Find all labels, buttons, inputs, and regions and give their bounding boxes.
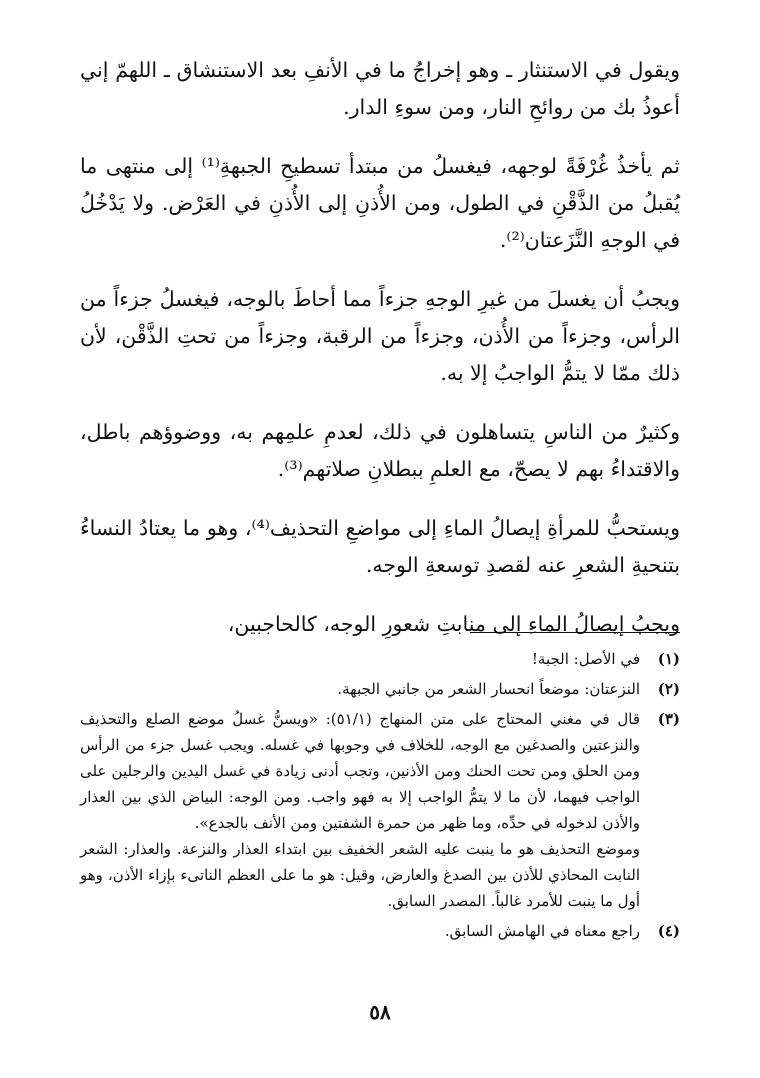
footnote-number: (٤): [657, 922, 680, 940]
footnote-body: [80, 676, 640, 702]
footnote-number: (٣): [657, 710, 680, 728]
footnote-text: راجع معناه في الهامش السابق.: [444, 922, 640, 940]
page-number: ٥٨: [369, 1000, 391, 1024]
footnote-2: [80, 676, 680, 702]
footnote-4: [80, 918, 680, 944]
footnotes: [80, 646, 680, 948]
footnote-text: في الأصل: الجبة!: [531, 650, 640, 668]
footnote-text: قال في مغني المحتاج على متن المنهاج (٥١/١): «ويسنُّ غسلُ موضع الصلع والتحذيف والنزعتين والصدغين مع الوجه، للخلاف في وجوبها في غسله. ويجب غسل جزء من الرأس ومن الحلق ومن تحت الحنك ومن الأذنين، وتجب أدنى زيادة في غسل اليدين والرجلين على الواجب فيهما، لأن ما لا يتمُّ الواجب إلا به فهو واجب. ومن الوجه: البياض الذي بين العذار والأذن لدخوله في حدِّه، وما ظهر من حمرة الشفتين ومن الأنف بالجدع».: [80, 710, 640, 832]
footnote-body: [80, 918, 640, 944]
page-body: [80, 52, 680, 643]
footnote-divider: [470, 632, 680, 633]
paragraph-istinthar: ويقول في الاستنثار ـ وهو إخراجُ ما في الأنفِ بعد الاستنشاق ـ اللهمّ إني أعوذُ بك من روائحِ النار، ومن سوءِ الدار.: [80, 58, 680, 119]
footnote-3: [80, 706, 680, 914]
paragraph-people-negligent: وكثيرٌ من الناسِ يتساهلون في ذلك، لعدمِ علمِهم به، ووضوؤهم باطل، والاقتداءُ بهم لا يصحّ، مع العلمِ ببطلانِ صلاتهم⁽³⁾.: [80, 420, 680, 481]
paragraph-tahdhif: ويستحبُّ للمرأةِ إيصالُ الماءِ إلى مواضعِ التحذيف⁽⁴⁾، وهو ما يعتادُ النساءُ بتنحيةِ الشعرِ عنه لقصدِ توسعةِ الوجه.: [80, 516, 680, 577]
footnote-text: وموضع التحذيف هو ما ينبت عليه الشعر الخفيف بين ابتداء العذار والنزعة. والعذار: الشعر النابت المحاذي للأذن بين الصدغ والعارض، وقيل: هو ما على العظم الناتىء بإزاء الأذن، وهو أول ما ينبت للأمرد غالباً. المصدر السابق.: [80, 840, 640, 910]
footnote-body: [80, 706, 640, 914]
footnote-number: (١): [657, 650, 680, 668]
paragraph-hair-roots: ويجبُ إيصالُ الماءِ إلى منابتِ شعورِ الوجه، كالحاجبين،: [227, 612, 680, 636]
paragraph-wash-surrounding: ويجبُ أن يغسلَ من غيرِ الوجهِ جزءاً مما أحاطَ بالوجه، فيغسلُ جزءاً من الرأس، وجزءاً من الأُذن، وجزءاً من الرقبة، وجزءاً من تحتِ الذَّقْن، لأن ذلك ممّا لا يتمُّ الواجبُ إلا به.: [80, 287, 680, 385]
main-text: [80, 52, 680, 643]
paragraph-wash-face: ثم يأخذُ غُرْفَةً لوجهه، فيغسلُ من مبتدأ تسطيحِ الجبهةِ⁽¹⁾ إلى منتهى ما يُقبلُ من الذَّقْنِ في الطول، ومن الأُذنِ إلى الأُذنِ في العَرْض. ولا يَدْخُلُ في الوجهِ النَّزَعتان⁽²⁾.: [80, 154, 680, 252]
footnote-body: [80, 646, 640, 672]
footnote-text: النزعتان: موضعاً انحسار الشعر من جانبي الجبهة.: [337, 680, 640, 698]
footnote-1: [80, 646, 680, 672]
footnote-number: (٢): [657, 680, 680, 698]
